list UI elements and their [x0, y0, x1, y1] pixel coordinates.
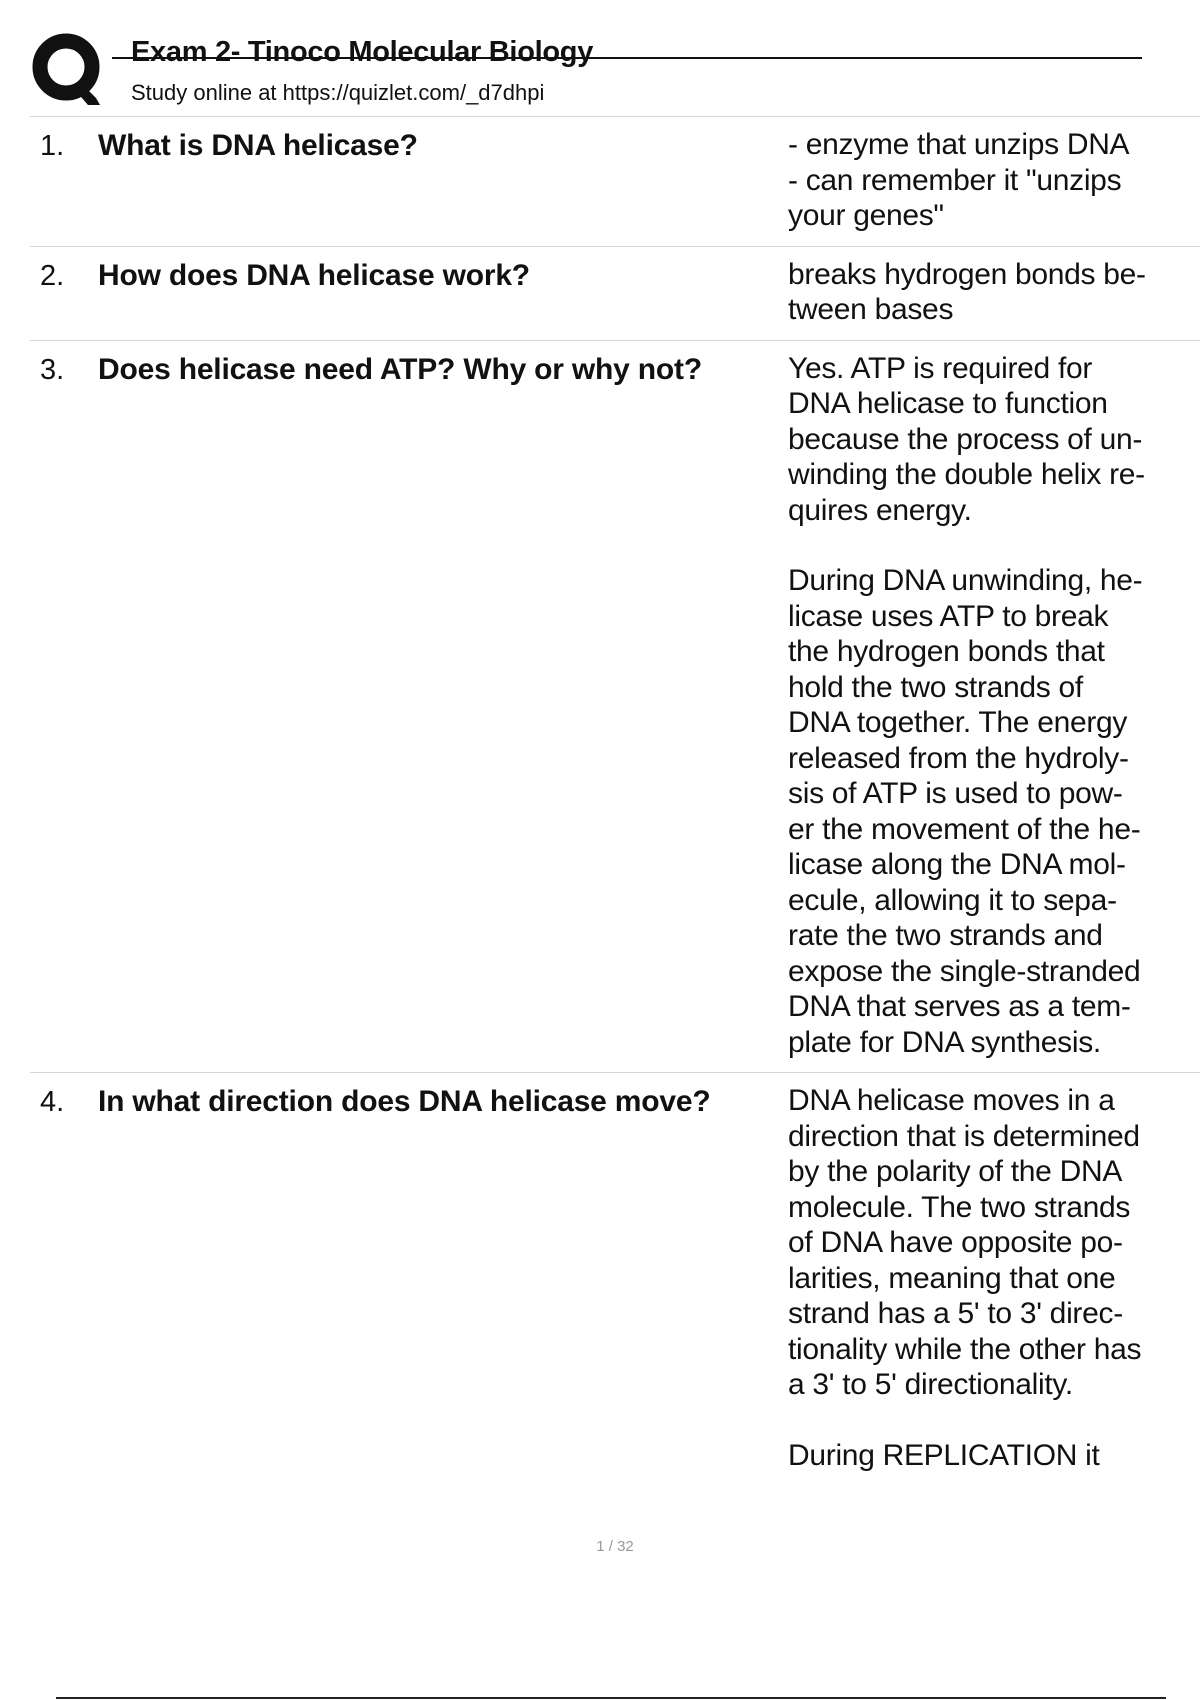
- card-term: How does DNA helicase work?: [98, 258, 530, 292]
- definition-line: tionality while the other has: [788, 1332, 1142, 1366]
- flashcard-row: [30, 117, 1200, 247]
- definition-line: tween bases: [788, 293, 954, 326]
- definition-line: - enzyme that unzips DNA: [788, 128, 1130, 161]
- definition-line: of DNA have opposite po-: [788, 1226, 1123, 1259]
- quizlet-q-logo-icon: [30, 30, 112, 112]
- card-definition: [788, 351, 1200, 1061]
- definition-line: winding the double helix re-: [788, 458, 1145, 491]
- definition-paragraph: [788, 351, 1200, 529]
- card-number: 1.: [40, 130, 65, 162]
- definition-line: quires energy.: [788, 493, 972, 527]
- page-header: [0, 0, 1200, 120]
- card-number: 4.: [40, 1086, 65, 1118]
- card-number: 2.: [40, 259, 65, 292]
- definition-line: er the movement of the he-: [788, 812, 1141, 846]
- definition-line: ecule, allowing it to sepa-: [788, 883, 1117, 917]
- flashcard-row: [30, 1073, 1200, 1485]
- definition-paragraph: [788, 563, 1200, 1060]
- card-definition: [788, 1083, 1200, 1473]
- definition-line: by the polarity of the DNA: [788, 1155, 1123, 1188]
- definition-line: your genes": [788, 199, 944, 232]
- definition-line: DNA that serves as a tem-: [788, 990, 1131, 1023]
- card-definition: [788, 257, 1200, 328]
- definition-line: rate the two strands and: [788, 919, 1103, 952]
- definition-line: DNA together. The energy: [788, 706, 1128, 739]
- definition-line: licase along the DNA mol-: [788, 848, 1126, 881]
- definition-line: licase uses ATP to break: [788, 599, 1109, 633]
- definition-line: a 3' to 5' directionality.: [788, 1368, 1073, 1401]
- flashcard-row: [30, 247, 1200, 341]
- card-number: 3.: [40, 353, 65, 386]
- definition-paragraph: [788, 127, 1200, 234]
- definition-line: Yes. ATP is required for: [788, 351, 1093, 385]
- definition-line: direction that is determined: [788, 1119, 1140, 1153]
- definition-line: plate for DNA synthesis.: [788, 1025, 1101, 1059]
- definition-paragraph: [788, 257, 1200, 328]
- card-term: Does helicase need ATP? Why or why not?: [98, 352, 702, 386]
- definition-paragraph: [788, 1083, 1200, 1403]
- definition-line: During REPLICATION it: [788, 1438, 1100, 1472]
- document-title: Exam 2- Tinoco Molecular Biology: [131, 36, 594, 68]
- card-term: In what direction does DNA helicase move?: [98, 1085, 711, 1118]
- card-term: What is DNA helicase?: [98, 129, 418, 162]
- definition-line: DNA helicase to function: [788, 387, 1108, 420]
- definition-line: larities, meaning that one: [788, 1261, 1116, 1295]
- flashcard-list: [30, 117, 1200, 1485]
- page-number: 1 / 32: [596, 1538, 634, 1555]
- definition-paragraph: [788, 1438, 1200, 1474]
- card-definition: [788, 127, 1200, 234]
- flashcard-row: [30, 341, 1200, 1074]
- definition-line: expose the single-stranded: [788, 954, 1141, 988]
- definition-line: released from the hydroly-: [788, 741, 1129, 775]
- definition-line: - can remember it "unzips: [788, 163, 1122, 197]
- definition-line: DNA helicase moves in a: [788, 1084, 1115, 1117]
- definition-line: sis of ATP is used to pow-: [788, 777, 1123, 810]
- definition-line: breaks hydrogen bonds be-: [788, 257, 1146, 291]
- study-online-link-text: Study online at https://quizlet.com/_d7dhpi: [131, 80, 545, 105]
- definition-line: During DNA unwinding, he-: [788, 564, 1143, 597]
- definition-line: the hydrogen bonds that: [788, 635, 1105, 668]
- definition-line: hold the two strands of: [788, 670, 1083, 704]
- definition-line: because the process of un-: [788, 422, 1143, 456]
- definition-line: molecule. The two strands: [788, 1190, 1131, 1224]
- definition-line: strand has a 5' to 3' direc-: [788, 1297, 1123, 1330]
- footer-divider: [56, 1697, 1166, 1699]
